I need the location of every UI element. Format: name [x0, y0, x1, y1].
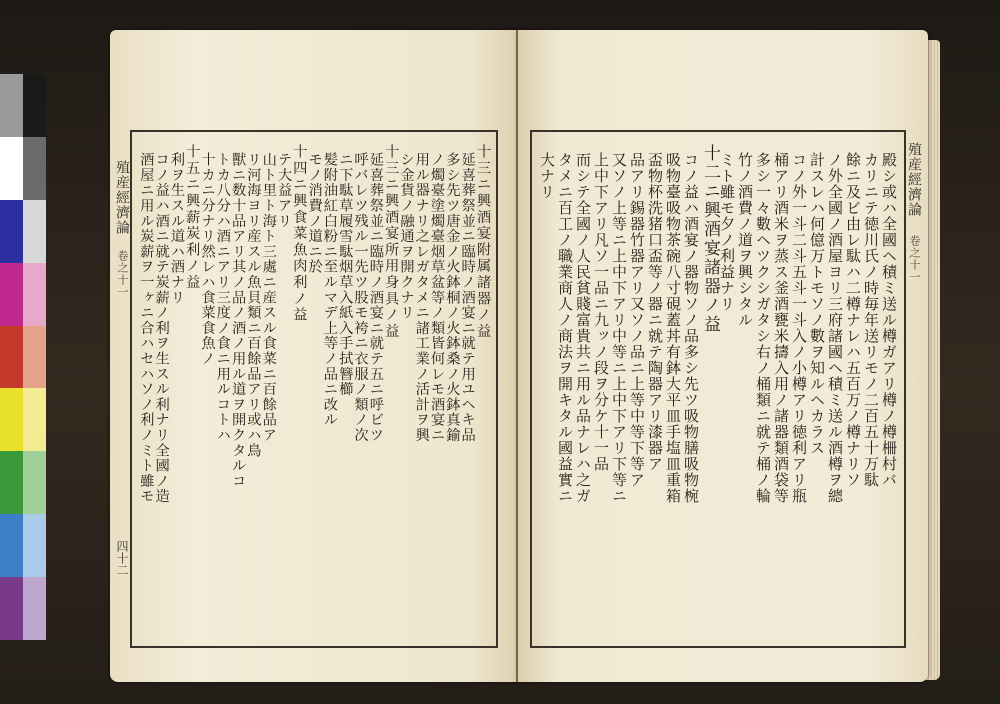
text-column: 延喜葬祭並ニ臨時ノ酒宴ニ就テ五ニ呼ビツ	[367, 152, 384, 443]
color-swatch	[0, 388, 23, 451]
text-column: カリニテ徳川氏ノ時毎年送リモノ二百五十万駄	[862, 152, 880, 488]
left-text-frame	[130, 130, 498, 648]
color-swatch	[0, 263, 23, 326]
text-column: タメニ百工ノ職業商人ノ商法ヲ開キタル國益實ニ	[556, 152, 574, 504]
color-swatch	[23, 74, 46, 137]
text-column: 獸ニ数十品アリ其ノ品ノ酒ノ用ル道ヲ開クタルコ	[230, 152, 247, 489]
color-swatch	[23, 388, 46, 451]
color-swatch	[0, 577, 23, 640]
left-folio: 四十二	[115, 540, 129, 576]
right-text-frame	[530, 130, 906, 648]
text-column: コノ外一斗二斗五斗一斗入ノ小樽アリ徳利アリ瓶	[790, 152, 808, 504]
text-column: 盃物杯洗猪口盃等ノ器ニ就テ陶器アリ漆器ア	[646, 152, 664, 472]
page-edges	[926, 40, 940, 680]
color-swatch	[0, 137, 23, 200]
text-column: 桶アリ酒米ヲ蒸ス釜酒甕米擣入用ノ諸器類酒袋等	[772, 152, 790, 504]
text-column: 山ト里ト海ト三處ニ産スル食菜ニ百餘品ア	[260, 152, 277, 443]
text-column: 十カニ分ナリ然レハ食菜食魚ノ	[199, 152, 216, 367]
color-swatch	[0, 74, 23, 137]
text-column: 又ソノ上等ニ上中下アリ中等ニ上中下アリ下等ニ	[610, 152, 628, 504]
left-page	[110, 30, 518, 682]
text-column: 竹ノ酒費ノ道ヲ興シタル	[736, 152, 754, 328]
right-page	[518, 30, 928, 682]
text-column: トカ八分ハ酒ニアリ三度ノ食ニ用ルコトハ	[214, 152, 231, 443]
text-column: シ金貨ノ融通ヲ開クナリ	[398, 152, 415, 321]
text-column: 計スレハ何億万トモソノ數ヲ知ルヘカラス	[808, 152, 826, 456]
text-column: コノ益ハ酒宴ノ器物ソノ品多シ先ツ吸物膳吸物椀	[682, 152, 700, 504]
color-swatch	[23, 514, 46, 577]
color-swatch	[0, 326, 23, 389]
text-column: 而シテ全國ノ人民貧賤富貴共ニ用ル品ナレハ之ガ	[574, 152, 592, 504]
color-swatch	[23, 137, 46, 200]
color-swatch	[23, 577, 46, 640]
text-column: 用ル器ナリ之レガタメニ諸工業ノ活計ヲ興	[413, 152, 430, 443]
text-column: 吸物臺吸物茶碗八寸硯蓋丼有鉢大平皿手塩皿重箱	[664, 152, 682, 504]
text-column: 酒屋ニ用ル炭薪ヲ一ヶニ合ハセハソノ利ノミト雖モ	[138, 152, 155, 504]
text-column: ニ下駄草履雪駄烟草入紙入手拭簪櫛	[337, 152, 354, 397]
text-column: 多シ一々數ヘツクシガタシ右ノ桶類ニ就テ桶ノ輪	[754, 152, 772, 504]
color-swatch	[23, 326, 46, 389]
text-column: リ河海ヨリ産スル魚貝類ニ百餘品アリ或ハ鳥	[245, 152, 262, 458]
color-swatch	[23, 263, 46, 326]
color-swatch	[0, 200, 23, 263]
text-column: ノ外全國ノ酒屋ヨリ三府諸國ヘ積ミ送ル酒樽ヲ總	[826, 152, 844, 504]
right-margin-title: 殖産經濟論	[906, 142, 922, 217]
open-book	[92, 18, 942, 694]
section-heading: 十五ニ興薪炭利ノ益	[184, 144, 201, 291]
text-column: モノ消費ノ道ニ於	[306, 152, 323, 275]
text-column: 殿シ或ハ全國ヘ積ミ送ル樽ガアリ樽ノ樽柵村バ	[880, 152, 898, 488]
text-column: 品アリ錫器竹器アリ又ソノ品ニ上等中等下等ア	[628, 152, 646, 488]
text-column: 利ヲ生スル道ハ酒ナリ	[168, 152, 185, 305]
section-heading: 十三ニ興酒宴所用身具ノ益	[383, 144, 400, 340]
text-column: 多シ先ツ唐金ノ火鉢桐ノ火鉢桑ノ火鉢真鍮	[444, 152, 461, 443]
text-column: テ大益アリ	[276, 152, 293, 229]
right-margin-volume: 卷之十一	[908, 235, 921, 283]
section-heading: 十四ニ興食菜魚肉利ノ益	[291, 144, 308, 324]
section-heading: 十二ニ興酒宴諸器ノ益	[700, 144, 720, 334]
left-margin-title: 殖産經濟論	[114, 160, 130, 235]
text-column: 大ナリ	[538, 152, 556, 200]
text-column: 餘ニ及ビ由レ駄ハ二樽ナレハ五百万ノ樽ナリソ	[844, 152, 862, 488]
text-column: 呼バレツ残ル一先ツ股モ袴ニ衣服ノ類ノ次	[352, 152, 369, 443]
color-swatch	[0, 514, 23, 577]
text-column: 髪附油紅白粉ニ至ルマデ上等ノ品ニ改ル	[321, 152, 338, 428]
text-column: 延喜葬祭並ニ臨時ノ酒宴ニ就テ用ユヘキ品	[459, 152, 476, 443]
color-calibration-bar	[0, 74, 46, 640]
text-column: ノ燭臺塗燭臺烟草盆等ノ類皆何レモ酒宴ニ	[429, 152, 446, 443]
color-swatch	[23, 200, 46, 263]
text-column: コノ益ハ酒ニ就テ炭薪ノ利ヲ生スル利ナリ全國ノ造	[153, 152, 170, 504]
color-swatch	[0, 451, 23, 514]
text-column: 上中下アリ凡ソ一品ニ九ッノ段ヲ分ケ十一品	[592, 152, 610, 472]
left-margin-volume: 卷之十一	[116, 250, 129, 298]
text-column: ミト雖モ夕ノ利益ナリ	[718, 152, 736, 312]
color-swatch	[23, 451, 46, 514]
section-heading: 十三ニ興酒宴附属諸器ノ益	[474, 144, 491, 340]
